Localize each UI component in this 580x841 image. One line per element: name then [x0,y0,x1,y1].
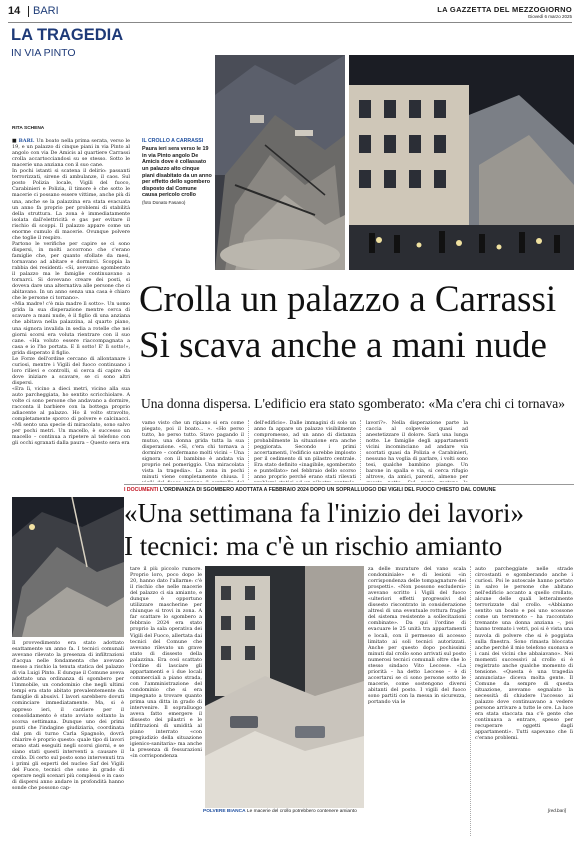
caption-label: IL CROLLO A CARRASSI [142,138,204,144]
s2-column-3: za delle murature del vano scala condominiale» e di lesioni «in corrispondenza delle tompagnature dei prospetti». «Non possono escludersi» avevano scritto i Vigili del fuoco «ulteriori effetti progressivi del dissesto riscontrato in considerazione altresì di una eventuale rottura fragile del sistema resistente a sollecitazioni combinate». Da qui l'ordine di evacuare le 25 unità tra appartamenti e locali, con il permesso di accesso limitato ai soli tecnici autorizzati. Anche per questo dopo pochissimi minuti dal crollo sono arrivati sul posto numerosi tecnici comunali oltre che lo stesso sindaco Vito Leccese. «La priorità – ha detto Leccese – è di accertarsi se ci sono persone sotto le macerie, come sostengono diversi abitanti del posto. I vigili del fuoco sono partiti con la messa in sicurezza, portando via le [368,566,466,706]
section-2-tagline [124,487,574,496]
caption-label: POLVERE BIANCA [203,809,246,814]
header-rule [8,22,572,23]
s2-column-4: auto parcheggiate nelle strade circostanti e sgomberando anche i curiosi. Poi le autoscale hanno portato in salvo le persone che abitano nell'edificio accanto a quello crollato, alcune delle quali letteralmente terrorizzate dal crollo. «Abbiamo sentito un boato e poi uno scossone come un terremoto – ha raccontato tremante una donna anziana –, poi hanno tremato i vetri, poi si è vista una nuvola di polvere che si è poggiata sulla finestra. Sono rimasta bloccata anche perché il mio telefono suonava e i cani dei vicini che abbaiavano». Nei momenti successivi al crollo si è registrato anche qualche momento di tensione. «Questa è una tragedia annunciata» diceva molta gente. Il Comune da sempre di questa situazione, avevamo segnalato la necessità di chiudere l'accesso ai palazzo dove continuavano a vedere persone arrivare a tutte le ore. La luce era stata staccata ma c'è gente che continuava a entrare, spesso per recuperare oggetti dagli appartamenti». Tutti sapevano che lì c'erano problemi. [475,566,573,742]
section-2-headline-line-2: I tecnici: ma c'è un rischio amianto [124,531,503,561]
collapse-photo-left [215,55,345,270]
photo-caption [142,138,212,206]
main-headline-line-1: Crolla un palazzo a Carrassi [139,279,557,320]
section-tag-text: L'ORDINANZA DI SGOMBERO ADOTTATA A FEBBRAIO 2024 DOPO UN SOPRALLUOGO DEI VIGILI DEL FUOCO CHIESTO DAL COMUNE [159,487,496,493]
photo-2-caption [203,809,362,814]
article-column-1 [12,126,130,482]
dust-photo [205,566,364,808]
page-header [8,5,572,19]
column-divider [248,420,249,480]
article-column-3: dell'edificio». Dalle immagini di solo un anno fa appare un palazzo visibilmente compromesso, ad un anno di distanza probabilmente la situazione era anche peggiorata. Secondo i primi accertamenti, l'edificio sarebbe implosto per il cedimento di un pilastro centrale. Era stato definito «inagibile, sgomberato e puntellato» nel febbraio dello scorso anno proprio perché erano stati rilevati [254,420,356,481]
section-2-headline-line-1: «Una settimana fa l'inizio dei lavori» [124,498,524,528]
newspaper-name: LA GAZZETTA DEL MEZZOGIORNO [437,5,572,14]
main-headline-line-2: Si scava anche a mani nude [139,325,547,366]
article-column-4: lavori?». Nella disperazione parte la caccia al colpevole quasi ad anestetizzare il dolore. Sarà una lunga notte. Le famiglie degli appartamenti vicini incominciano ad andare via scortati quasi da Polizia e Carabinieri, nessuno ha voglia di parlare, i volti sono tesi, qualche bambino piange. Un barone in spalla e via, si cerca rifugio altrove, da amici, parenti, almeno per [366,420,468,481]
article-paragraph: «Era lì, vicino a dieci metri, vicino alla sua auto parcheggiata, ho sentito scricchiolare. A volte ci sono persone che andavano a dormire, racconta il barbiere con la bottega proprio adiacente al palazzo. Ho il volto stravolto, completamente sporco di polvere e calcinacci. «Mi sento una specie di miracolato, sono salvo per pochi metri. Un macello, è successo un macello – continua a ripetere al telefono con gli occhi sgranati dalla paura – Questo sera era [12,385,130,447]
caption-text: Le macerie del crollo potrebbero contenere amianto [246,809,357,814]
signature: [red.bari] [547,808,566,813]
story-subkicker: IN VIA PINTO [11,47,76,59]
page-number: 14 [8,5,21,17]
s2-column-1: Il provvedimento era stato adottato esattamente un anno fa. I tecnici comunali avevano rilevato la presenza di infiltrazioni d'acqua nelle fondamenta che avevano messo a rischio la tenuta statica del palazzo di via Luigi Pinto. E dunque il Comune aveva adottato una ordinanza di sgombero per l'immobile, un condominio che negli ultimi tempi era stato abitato prevalentemente da famiglie di abusivi. I lavori sarebbero dovuti cominciare immediatamente. Ma, si è appreso ieri, il cantiere per il consolidamento è stato avviato soltanto la scorsa settimana. Dunque uno dei primi punti che l'indagine giudiziaria, coordinata dal pm di turno Carla Spagnolo, dovrà chiarire è proprio questo: quale tipo di lavori erano stati eseguiti negli scorsi giorni, e se siano stati questi interventi a causare il crollo. Di certo sul posto sono intervenuti tra i primi gli esperti del nucleo Saf dei Vigili del Fuoco, tecnici che sono in grado di operare negli scenari più complessi e in caso di dispersi anno andare in profondità hanno sonde che possono cap- [12,640,124,792]
story-kicker: LA TRAGEDIA [11,26,124,44]
standfirst: Una donna dispersa. L'edificio era stato sgomberato: «Ma c'era chi ci tornava» [141,396,565,411]
byline: RITA SCHENA [12,126,45,131]
section-rule [124,484,574,485]
article-paragraph: ■ BARI. Un boato nella prima serata, verso le 19, e un palazzo di cinque piani in via Pinto al angolo con via De Amicis al quartiere Carrassi crolla accartocciandosi su se stesso. Sotto le macerie una anziana con il suo cane. [12,138,130,169]
column-divider [470,566,471,836]
photo-credit: (foto Donato Fasano) [142,200,186,206]
s2-column-2: tare il più piccolo rumore. Proprio loro, poco dopo le 20, hanno dato l'allarme: c'è il rischio che nelle macerie del palazzo ci sia amianto, e dunque è opportuno utilizzare mascherine per chiunque si trovi in zona. A far scattare lo sgombero a febbraio 2024 era stato proprio la sala operativa dei Vigili del Fuoco, allertata dai tecnici del Comune che avevano rilevato un grave stato di dissesto della palazzina. Era così scattato l'ordine di lasciare gli appartamenti e i due locali commerciali a piano strada, con l'amministrazione del condominio che si era impegnato a trovare quanto prima una ditta in grado di intervenire. Il sopralluogo aveva fatto emergere il dissesto dei pilastri e le infiltrazioni di umidità al piano interrato «con pregiudizio della situazione igienico-sanitaria» ma anche la presenza di fessurazioni «in corrispondenza [130,566,202,760]
issue-date: Giovedì 6 marzo 2025 [527,14,572,19]
article-paragraph: Partono le verifiche per capire se ci sono dispersi, in molti accorrono che c'erano famiglie che, per quanto sfollate da mesi, tornavano ad abitare e dormirci. Scoppia la rabbia dei residenti: «Si, avevamo sgomberato il palazzo ma le famiglie continuavano a tornarci. Si dovevano creare dei posti, si doveva dare una alternativa alle persone che ci abitavano. In un anno senza una casa è chiaro che le persone ci tornano». [12,240,130,302]
collapse-photo-right [349,55,574,270]
night-rescue-photo [12,497,124,637]
section-tag-label: I DOCUMENTI [124,487,159,493]
article-column-2: vamo visto che un ripiano si era come piegato, poi il boato... ». «Ho perso tutto, ho perso tutto. Stavo pagando il mutuo, una donna grida tutta la sua disperazione. «Si, c'era chi tornava a dormire – confermano molti vicini – Una signora con il bambino è andata via proprio nel pomeriggio. Una miracolata vista la tragedia». La zona in pochi minuti viene completamente chiusa. I [142,420,244,481]
article-paragraph: «Mia madre! c'è mia madre lì sotto». Un uomo grida la sua disperazione mentre cerca di scavare a mani nude, è il figlio di una anziana che abitava nella palazzina, al quarto piano, una signora invalida in sedia a rotelle che nei giorni scorsi era voluta rientrare con il suo cane. «Ha voluto essere riaccompagnata a casa e io l'ho portata. E lì sotto! E' lì sotto!», grida disperato il figlio. [12,301,130,356]
section-name: BARI [33,5,59,17]
dateline: BARI. [18,138,35,145]
column-divider [360,420,361,480]
caption-text: Paura ieri sera verso le 19 in via Pinto angolo De Amicis dove è collassato un palazzo alto cinque piani disabitato da un anno per effetto dello sgombero disposto dal Comune causa pericolo crollo [142,146,212,199]
article-paragraph: In pochi istanti si scatena il delirio: passanti terrorizzati, sirene di ambulanze, il caos. Sul posto Polizia locale, Vigili del fuoco, Carabinieri e Polizia, il timore è che sotto le macerie ci possano essere vittime, anche più di una, anche se la palazzina era stata evacuata un anno fa proprio per problemi di stabilità della struttura. La zona è immediatamente isolata dall'elettricità e gas per evitare il rischio di scoppi. Il palazzo appare come un enorme cumulo di macerie. Ovunque polvere che toglie il respiro. [12,168,130,241]
article-paragraph: Le Forze dell'ordine cercano di allontanare i curiosi, mentre i Vigili del fuoco continuano i loro rilievi e controlli, si cerca di capire da dove iniziare a scavare, se ci sono altri dispersi. [12,355,130,386]
header-divider [28,6,29,17]
